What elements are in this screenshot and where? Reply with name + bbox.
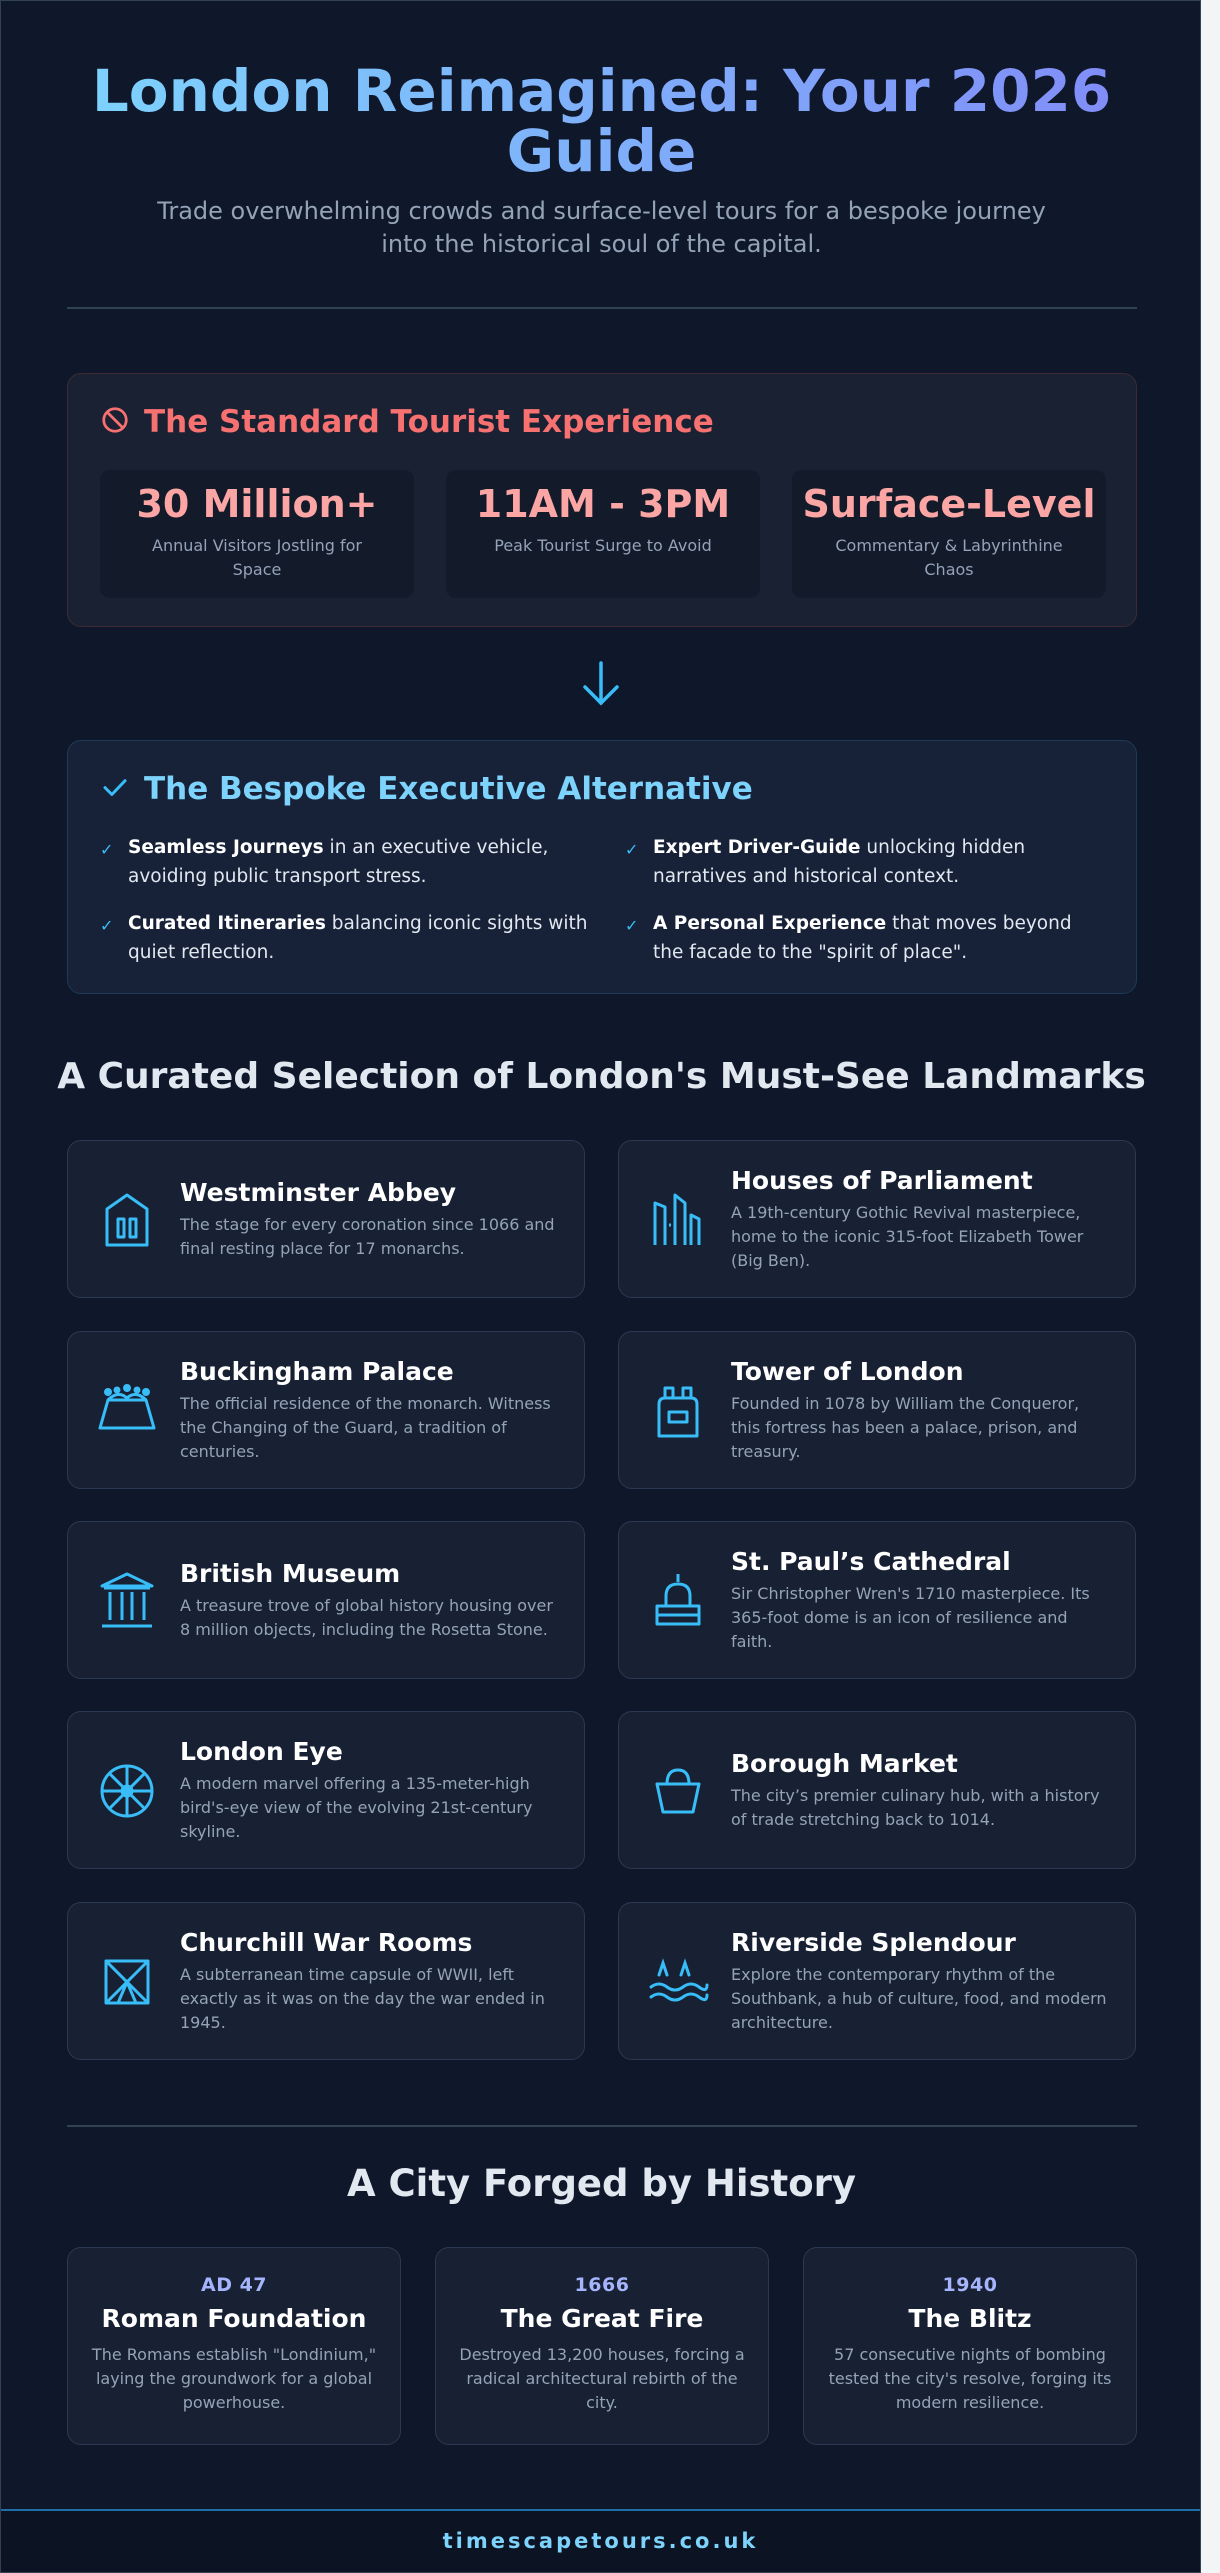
crown-icon xyxy=(94,1378,160,1444)
bespoke-alternative-heading xyxy=(100,771,753,807)
stat-label: Peak Tourist Surge to Avoid xyxy=(494,536,712,555)
landmark-card xyxy=(67,1521,585,1679)
bunker-icon xyxy=(94,1949,160,2015)
stat-value: 11AM - 3PM xyxy=(475,482,731,526)
check-icon: ✓ xyxy=(100,840,114,859)
standard-experience-heading xyxy=(100,404,714,440)
page-title: London Reimagined: Your 2026 Guide xyxy=(72,61,1132,181)
landmark-card xyxy=(618,1711,1136,1869)
history-description: The Romans establish "Londinium," laying the groundwork for a global powerhouse. xyxy=(91,2345,377,2412)
landmark-description: The stage for every coronation since 1066 and final resting place for 17 monarchs. xyxy=(180,1214,555,1258)
landmark-description: Founded in 1078 by William the Conqueror, this fortress has been a palace, prison, and treasury. xyxy=(731,1393,1080,1461)
divider xyxy=(67,307,1137,309)
prohibited-icon xyxy=(100,405,130,439)
divider xyxy=(67,2125,1137,2127)
history-title: The Blitz xyxy=(908,2304,1032,2333)
history-card xyxy=(803,2247,1137,2445)
bespoke-alternative-title: The Bespoke Executive Alternative xyxy=(144,771,753,807)
check-icon: ✓ xyxy=(625,840,639,859)
check-icon xyxy=(100,772,130,806)
parliament-icon xyxy=(645,1187,711,1253)
landmark-card xyxy=(67,1711,585,1869)
landmark-name: Riverside Splendour xyxy=(731,1927,1016,1957)
stats-row xyxy=(100,470,1106,598)
feature-text: balancing iconic sights with quiet reflection. xyxy=(128,913,588,963)
landmark-card xyxy=(67,1902,585,2060)
landmark-description: A treasure trove of global history housing over 8 million objects, including the Rosetta Stone. xyxy=(180,1595,553,1639)
stat-card xyxy=(100,470,414,598)
feature-list xyxy=(100,833,1105,967)
landmark-description: A subterranean time capsule of WWII, left exactly as it was on the day the war ended in 1945. xyxy=(180,1964,545,2032)
landmark-name: Churchill War Rooms xyxy=(180,1927,473,1957)
standard-experience-title: The Standard Tourist Experience xyxy=(144,404,714,440)
feature-text: unlocking hidden narratives and historical context. xyxy=(653,837,1026,887)
landmark-name: Buckingham Palace xyxy=(180,1356,454,1386)
feature-item xyxy=(100,909,625,967)
feature-item xyxy=(625,833,1105,891)
history-title: The Great Fire xyxy=(500,2304,704,2333)
history-year: 1940 xyxy=(942,2274,998,2296)
feature-text: that moves beyond the facade to the "spirit of place". xyxy=(653,913,1072,963)
feature-strong: Expert Driver-Guide xyxy=(653,837,861,858)
dome-icon xyxy=(645,1568,711,1634)
landmark-description: The official residence of the monarch. Witness the Changing of the Guard, a tradition of centuries. xyxy=(180,1393,551,1461)
history-section-title: A City Forged by History xyxy=(346,2162,857,2205)
ferris-wheel-icon xyxy=(94,1758,160,1824)
stat-value: 30 Million+ xyxy=(136,482,378,526)
landmark-name: Westminster Abbey xyxy=(180,1177,457,1207)
stat-value: Surface-Level xyxy=(802,482,1096,526)
landmark-card xyxy=(618,1331,1136,1489)
footer xyxy=(1,2509,1200,2572)
landmark-description: A modern marvel offering a 135-meter-high bird's-eye view of the evolving 21st-century skyline. xyxy=(180,1773,533,1841)
landmark-name: Houses of Parliament xyxy=(731,1165,1033,1195)
history-year: AD 47 xyxy=(200,2274,268,2296)
history-card xyxy=(67,2247,401,2445)
landmark-name: Tower of London xyxy=(731,1356,964,1386)
stat-card xyxy=(792,470,1106,598)
feature-strong: Seamless Journeys xyxy=(128,837,324,858)
landmark-name: London Eye xyxy=(180,1736,343,1766)
history-description: 57 consecutive nights of bombing tested the city's resolve, forging its modern resilience. xyxy=(828,2345,1112,2412)
header xyxy=(1,57,1202,261)
stat-label: Annual Visitors Jostling for Space xyxy=(152,536,362,579)
standard-experience-panel xyxy=(67,373,1137,627)
landmark-description: A 19th-century Gothic Revival masterpiece, home to the iconic 315-foot Elizabeth Tower (Big Ben). xyxy=(731,1202,1084,1270)
stat-label: Commentary & Labyrinthine Chaos xyxy=(835,536,1063,579)
history-card xyxy=(435,2247,769,2445)
landmark-card xyxy=(618,1521,1136,1679)
page-subtitle: Trade overwhelming crowds and surface-level tours for a bespoke journey into the historical soul of the capital. xyxy=(157,197,1046,258)
landmark-description: Sir Christopher Wren's 1710 masterpiece. Its 365-foot dome is an icon of resilience and faith. xyxy=(731,1583,1090,1651)
abbey-icon xyxy=(94,1187,160,1253)
history-title: Roman Foundation xyxy=(101,2304,367,2333)
museum-icon xyxy=(94,1568,160,1634)
feature-text: in an executive vehicle, avoiding public transport stress. xyxy=(128,837,549,887)
landmark-card xyxy=(618,1140,1136,1298)
feature-strong: Curated Itineraries xyxy=(128,913,326,934)
landmark-name: St. Paul’s Cathedral xyxy=(731,1546,1011,1576)
feature-strong: A Personal Experience xyxy=(653,913,887,934)
history-year: 1666 xyxy=(574,2274,630,2296)
tower-icon xyxy=(645,1378,711,1444)
check-icon: ✓ xyxy=(625,916,639,935)
landmark-description: Explore the contemporary rhythm of the Southbank, a hub of culture, food, and modern architecture. xyxy=(731,1964,1107,2032)
landmarks-section-title: A Curated Selection of London's Must-See Landmarks xyxy=(57,1056,1146,1097)
arrow-down-icon xyxy=(579,659,623,709)
landmark-card xyxy=(67,1331,585,1489)
stat-card xyxy=(446,470,760,598)
landmark-name: Borough Market xyxy=(731,1748,958,1778)
landmark-name: British Museum xyxy=(180,1558,401,1588)
basket-icon xyxy=(645,1758,711,1824)
landmark-card xyxy=(618,1902,1136,2060)
landmark-card xyxy=(67,1140,585,1298)
bespoke-alternative-panel xyxy=(67,740,1137,994)
landmark-description: The city’s premier culinary hub, with a history of trade stretching back to 1014. xyxy=(731,1785,1100,1829)
footer-site-link[interactable]: timescapetours.co.uk xyxy=(442,2529,759,2553)
history-description: Destroyed 13,200 houses, forcing a radical architectural rebirth of the city. xyxy=(459,2345,745,2412)
feature-item xyxy=(625,909,1105,967)
feature-item xyxy=(100,833,625,891)
check-icon: ✓ xyxy=(100,916,114,935)
river-icon xyxy=(645,1949,711,2015)
